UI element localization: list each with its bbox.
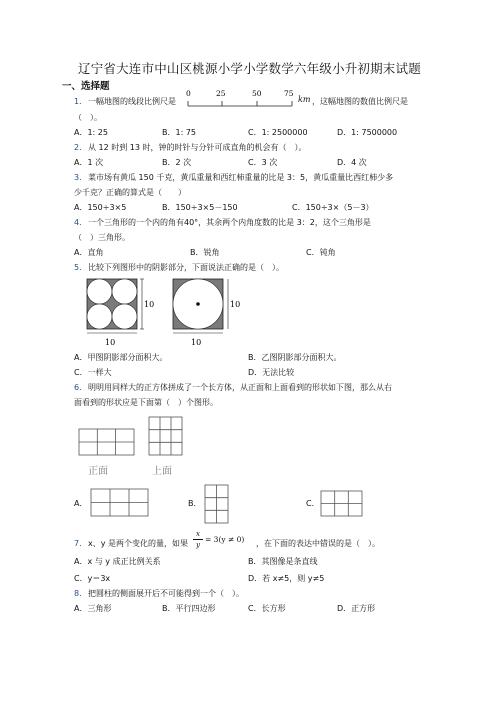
q4-option-c: C．钝角 [306,248,336,257]
q1-option-b: B．1: 75 [162,128,196,137]
scale-bar [182,88,297,110]
section-heading: 一、选择题 [62,81,110,92]
q6-number: 6． [74,383,88,392]
fig1-bottom-label: 10 [105,338,116,347]
q6-option-b-label: B． [188,499,202,508]
q3-option-b: B．150÷3×5－150 [162,203,238,212]
q5-option-b: B．乙图阴影部分面积大。 [248,353,342,362]
q5-option-a: A．甲图阴影部分面积大。 [74,353,168,362]
q7-option-d: D．若 x≠5，则 y≠5 [248,574,325,583]
q4-option-b: B．锐角 [190,248,220,257]
q1-number: 1． [74,97,88,106]
q2-option-a: A．1 次 [74,158,104,167]
q1-paren: （ ）。 [74,113,102,122]
q4-number: 4． [74,218,88,227]
q8-option-d: D．正方形 [337,604,376,613]
q1-unit: km [298,95,311,104]
q3-number: 3． [74,173,88,182]
q7-text-a: x、y 是两个变化的量，如果 [88,539,189,548]
q1-text: 一幅地图的线段比例尺是 [88,97,176,106]
option-a-grid [90,488,150,518]
front-view-grid [78,428,136,456]
front-view-label: 正面 [88,466,108,477]
formula-numerator: x [196,530,200,538]
q2-option-c: C．3 次 [248,158,278,167]
q1-option-a: A．1: 25 [74,128,108,137]
scale-label-25: 25 [216,89,226,98]
q5-text: 比较下列图形中的阴影部分，下面说法正确的是（ ）。 [88,263,284,272]
formula-rest: = 3(y ≠ 0) [205,535,245,544]
q8-option-c: C．长方形 [248,604,286,613]
top-view-grid [148,416,184,456]
q2-text: 从 12 时到 13 时，钟的时针与分针可成直角的机会有（ ）。 [88,143,307,152]
q7-option-c: C．y＝3x [74,574,111,583]
q8-option-a: A．三角形 [74,604,112,613]
scale-label-75: 75 [284,89,294,98]
q3-text-cont: 少千克？正确的算式是（ ） [74,188,186,197]
q1-option-c: C．1: 2500000 [248,128,308,137]
q1-tail: ，这幅地图的数值比例尺是 [312,97,408,106]
q6-option-a-label: A． [74,499,88,508]
q8-option-b: B．平行四边形 [162,604,216,613]
q5-option-c: C．一样大 [74,368,112,377]
option-c-grid [320,490,364,518]
q6-text: 明明用同样大的正方体拼成了一个长方体，从正面和上面看到的形状如下图，那么从右 [88,383,392,392]
q5-option-d: D．无法比较 [248,368,295,377]
q8-number: 8． [74,589,88,598]
formula-denominator: y [196,541,200,549]
figure-jia [86,278,156,348]
q6-option-c-label: C． [306,499,320,508]
q3-option-a: A．150÷3×5 [74,203,127,212]
fig2-bottom-label: 10 [191,338,202,347]
fig2-side-label: 10 [230,300,241,309]
top-view-label: 上面 [152,466,172,477]
q5-number: 5． [74,263,88,272]
q4-option-a: A．直角 [74,248,104,257]
q3-option-c: C．150÷3×（5－3） [292,203,374,212]
figure-yi [172,278,242,348]
q4-text-cont: （ ）三角形。 [74,233,130,242]
q7-option-b: B．其图像是条直线 [248,557,318,566]
q7-option-a: A．x 与 y 成正比例关系 [74,557,161,566]
fig1-side-label: 10 [144,300,155,309]
page-title: 辽宁省大连市中山区桃源小学小学数学六年级小升初期末试题 [78,61,421,76]
q3-text: 菜市场有黄瓜 150 千克，黄瓜重量和西红柿重量的比是 3：5，黄瓜重量比西红柿少多 [88,173,394,182]
q6-text-cont: 面看到的形状应是下面第（ ）个图形。 [74,398,218,407]
scale-label-0: 0 [186,89,191,98]
q4-text: 一个三角形的一个内的角有40°，其余两个内角度数的比是 3：2，这个三角形是 [88,218,371,227]
q1-option-d: D．1: 7500000 [337,128,398,137]
option-b-grid [204,484,230,524]
q2-option-b: B．2 次 [162,158,192,167]
scale-label-50: 50 [252,89,262,98]
q2-option-d: D．4 次 [337,158,367,167]
q2-number: 2． [74,143,88,152]
q7-text-b: ，在下面的表达中错误的是（ ）。 [256,539,380,548]
q8-text: 把圆柱的侧面展开后不可能得到一个（ ）。 [88,589,244,598]
q7-number: 7． [74,539,88,548]
